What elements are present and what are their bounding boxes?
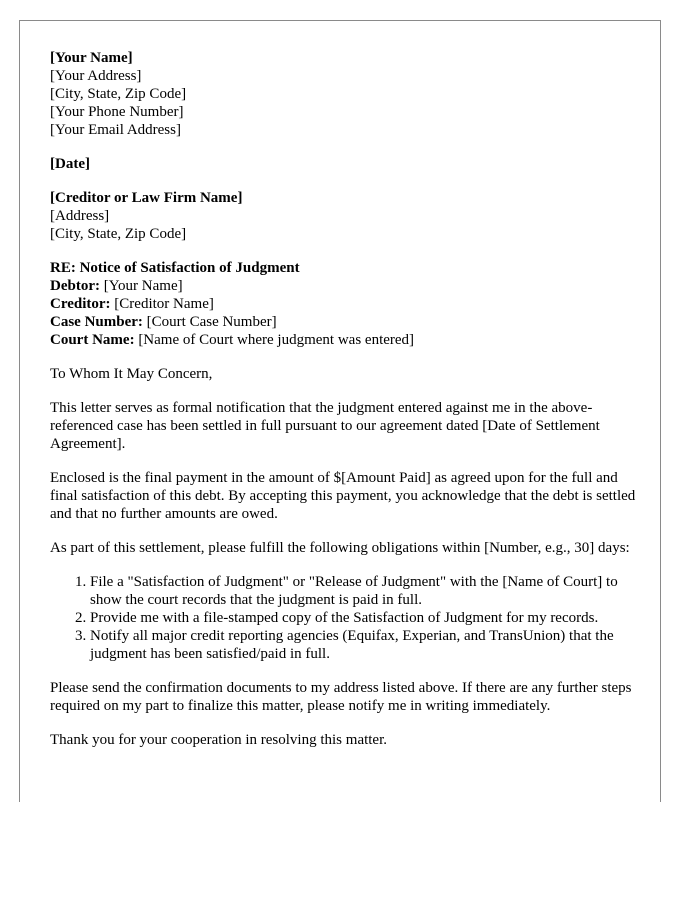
list-item: 1. File a "Satisfaction of Judgment" or "Release of Judgment" with the [Name of Court] to show the court records that the judgment is paid in full. <box>90 573 640 609</box>
creditor-value: [Creditor Name] <box>114 296 214 312</box>
paragraph-payment: Enclosed is the final payment in the amount of $[Amount Paid] as agreed upon for the full and final satisfaction of this debt. By accepting this payment, you acknowledge that the debt is settled and that no further amounts are owed. <box>50 470 636 522</box>
sender-name: [Your Name] <box>50 50 133 66</box>
case-number-value: [Court Case Number] <box>146 314 277 330</box>
paragraph-notification: This letter serves as formal notification that the judgment entered against me in the above-referenced case has been settled in full pursuant to our agreement dated [Date of Settlement Agreement]. <box>50 400 600 452</box>
recipient-block <box>50 189 640 243</box>
case-number-label: Case Number: <box>50 314 143 330</box>
sender-phone: [Your Phone Number] <box>50 104 184 120</box>
sender-city-state-zip: [City, State, Zip Code] <box>50 86 187 102</box>
re-debtor <box>50 277 640 295</box>
re-court-name <box>50 331 640 349</box>
sender-email: [Your Email Address] <box>50 122 181 138</box>
list-item: 2. Provide me with a file-stamped copy of the Satisfaction of Judgment for my records. <box>90 609 640 627</box>
sender-block <box>50 49 640 139</box>
recipient-name: [Creditor or Law Firm Name] <box>50 190 243 206</box>
re-creditor <box>50 295 640 313</box>
debtor-label: Debtor: <box>50 278 100 294</box>
debtor-value: [Your Name] <box>103 278 183 294</box>
letter-content <box>50 49 640 765</box>
paragraph-obligations-intro: As part of this settlement, please fulfill the following obligations within [Number, e.g., 30] days: <box>50 540 630 556</box>
re-block <box>50 259 640 349</box>
re-subject: RE: Notice of Satisfaction of Judgment <box>50 260 300 276</box>
court-name-value: [Name of Court where judgment was entered] <box>138 332 415 348</box>
creditor-label: Creditor: <box>50 296 111 312</box>
recipient-city-state-zip: [City, State, Zip Code] <box>50 226 187 242</box>
obligations-list <box>50 573 640 663</box>
letter-date: [Date] <box>50 156 90 172</box>
letter-page <box>19 20 661 802</box>
court-name-label: Court Name: <box>50 332 135 348</box>
paragraph-thanks: Thank you for your cooperation in resolving this matter. <box>50 732 388 748</box>
sender-address: [Your Address] <box>50 68 142 84</box>
date-block <box>50 155 640 173</box>
paragraph-confirmation: Please send the confirmation documents to my address listed above. If there are any further steps required on my part to finalize this matter, please notify me in writing immediately. <box>50 680 632 714</box>
re-case-number <box>50 313 640 331</box>
list-item: 3. Notify all major credit reporting agencies (Equifax, Experian, and TransUnion) that the judgment has been satisfied/paid in full. <box>90 627 640 663</box>
recipient-address: [Address] <box>50 208 110 224</box>
salutation: To Whom It May Concern, <box>50 366 213 382</box>
